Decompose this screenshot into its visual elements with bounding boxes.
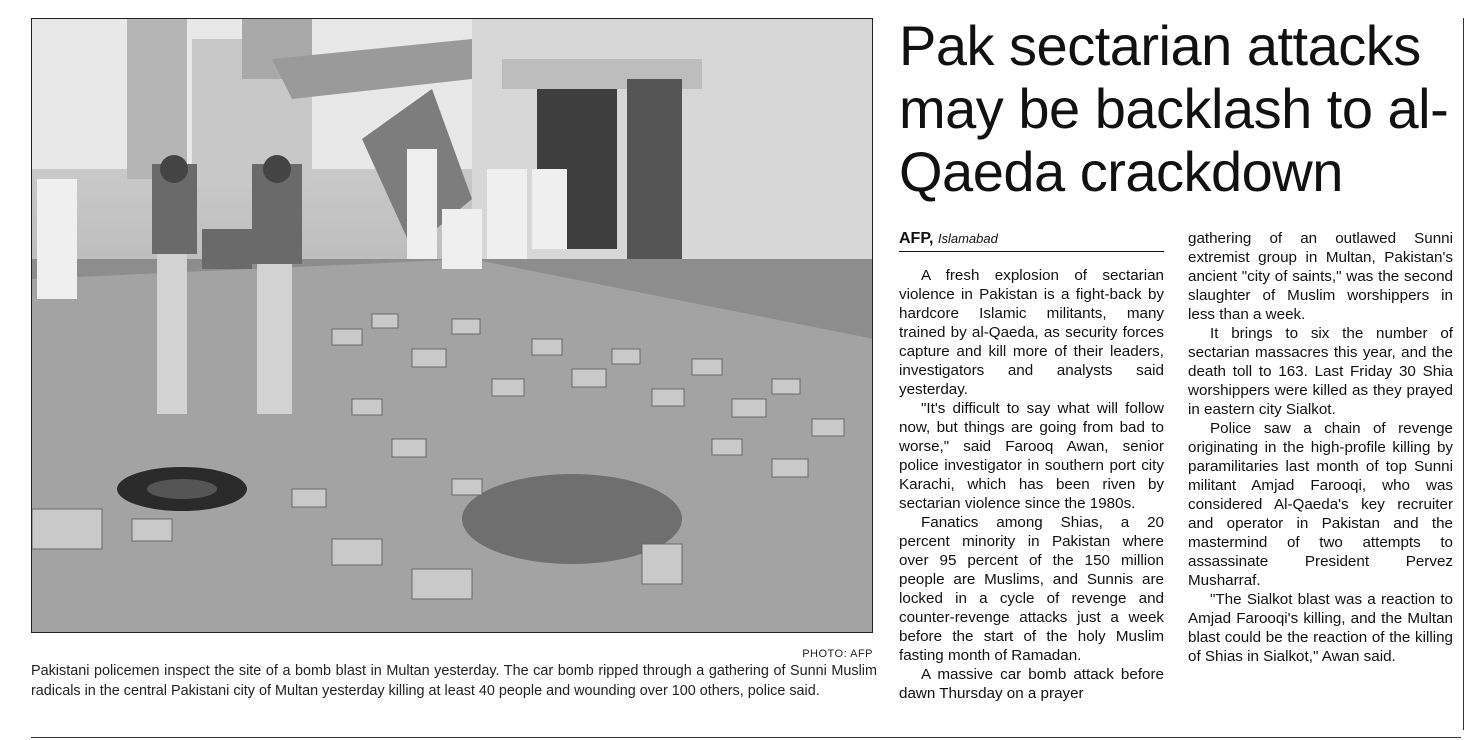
column-rule (1463, 18, 1464, 730)
news-photo (31, 18, 873, 633)
photo-credit: PHOTO: AFP (802, 648, 873, 660)
article-column-1 (899, 266, 1164, 703)
article-paragraph: Police saw a chain of revenge originating in the high-profile killing by paramilitaries last month of top Sunni militant Amjad Farooqi, who was considered Al-Qaeda's key recruiter and operator in Pakistan and the mastermind of two attempts to assassinate President Pervez Musharraf. (1188, 420, 1453, 589)
article-paragraph: Fanatics among Shias, a 20 percent minority in Pakistan where over 95 percent of the 150 million people are Muslims, and Sunnis are locked in a cycle of revenge and counter-revenge attacks just a week before the start of the holy Muslim fasting month of Ramadan. (899, 514, 1164, 664)
byline (899, 230, 1164, 252)
photo-caption: Pakistani policemen inspect the site of a bomb blast in Multan yesterday. The car bomb ripped through a gathering of Sunni Muslim radicals in the central Pakistani city of Multan yesterday killing at least 40 people and wounding over 100 others, police said. (31, 663, 877, 699)
article-column-2 (1188, 229, 1453, 666)
article-headline: Pak sectarian attacks may be backlash to al-Qaeda crackdown (899, 14, 1449, 203)
byline-agency: AFP, (899, 230, 934, 247)
article-paragraph: It brings to six the number of sectarian massacres this year, and the death toll to 163. Last Friday 30 Shia worshippers were killed as they prayed in eastern city Sialkot. (1188, 325, 1453, 418)
bottom-rule (31, 737, 1461, 738)
article-paragraph: A fresh explosion of sectarian violence in Pakistan is a fight-back by hardcore Islamic militants, many trained by al-Qaeda, as security forces capture and kill more of their leaders, investigators and analysts said yesterday. (899, 267, 1164, 398)
article-paragraph: "The Sialkot blast was a reaction to Amjad Farooqi's killing, and the Multan blast could be the reaction of the killing of Shias in Sialkot," Awan said. (1188, 591, 1453, 665)
article-paragraph: "It's difficult to say what will follow now, but things are going from bad to worse," said Farooq Awan, senior police investigator in southern port city Karachi, which has been riven by sectarian violence since the 1980s. (899, 400, 1164, 512)
bomb-blast-scene-image (32, 19, 873, 633)
byline-place: Islamabad (937, 231, 998, 246)
article-paragraph: A massive car bomb attack before dawn Thursday on a prayer (899, 666, 1164, 702)
article-paragraph: gathering of an outlawed Sunni extremist group in Multan, Pakistan's ancient "city of saints," was the second slaughter of Muslim worshippers in less than a week. (1188, 230, 1453, 323)
